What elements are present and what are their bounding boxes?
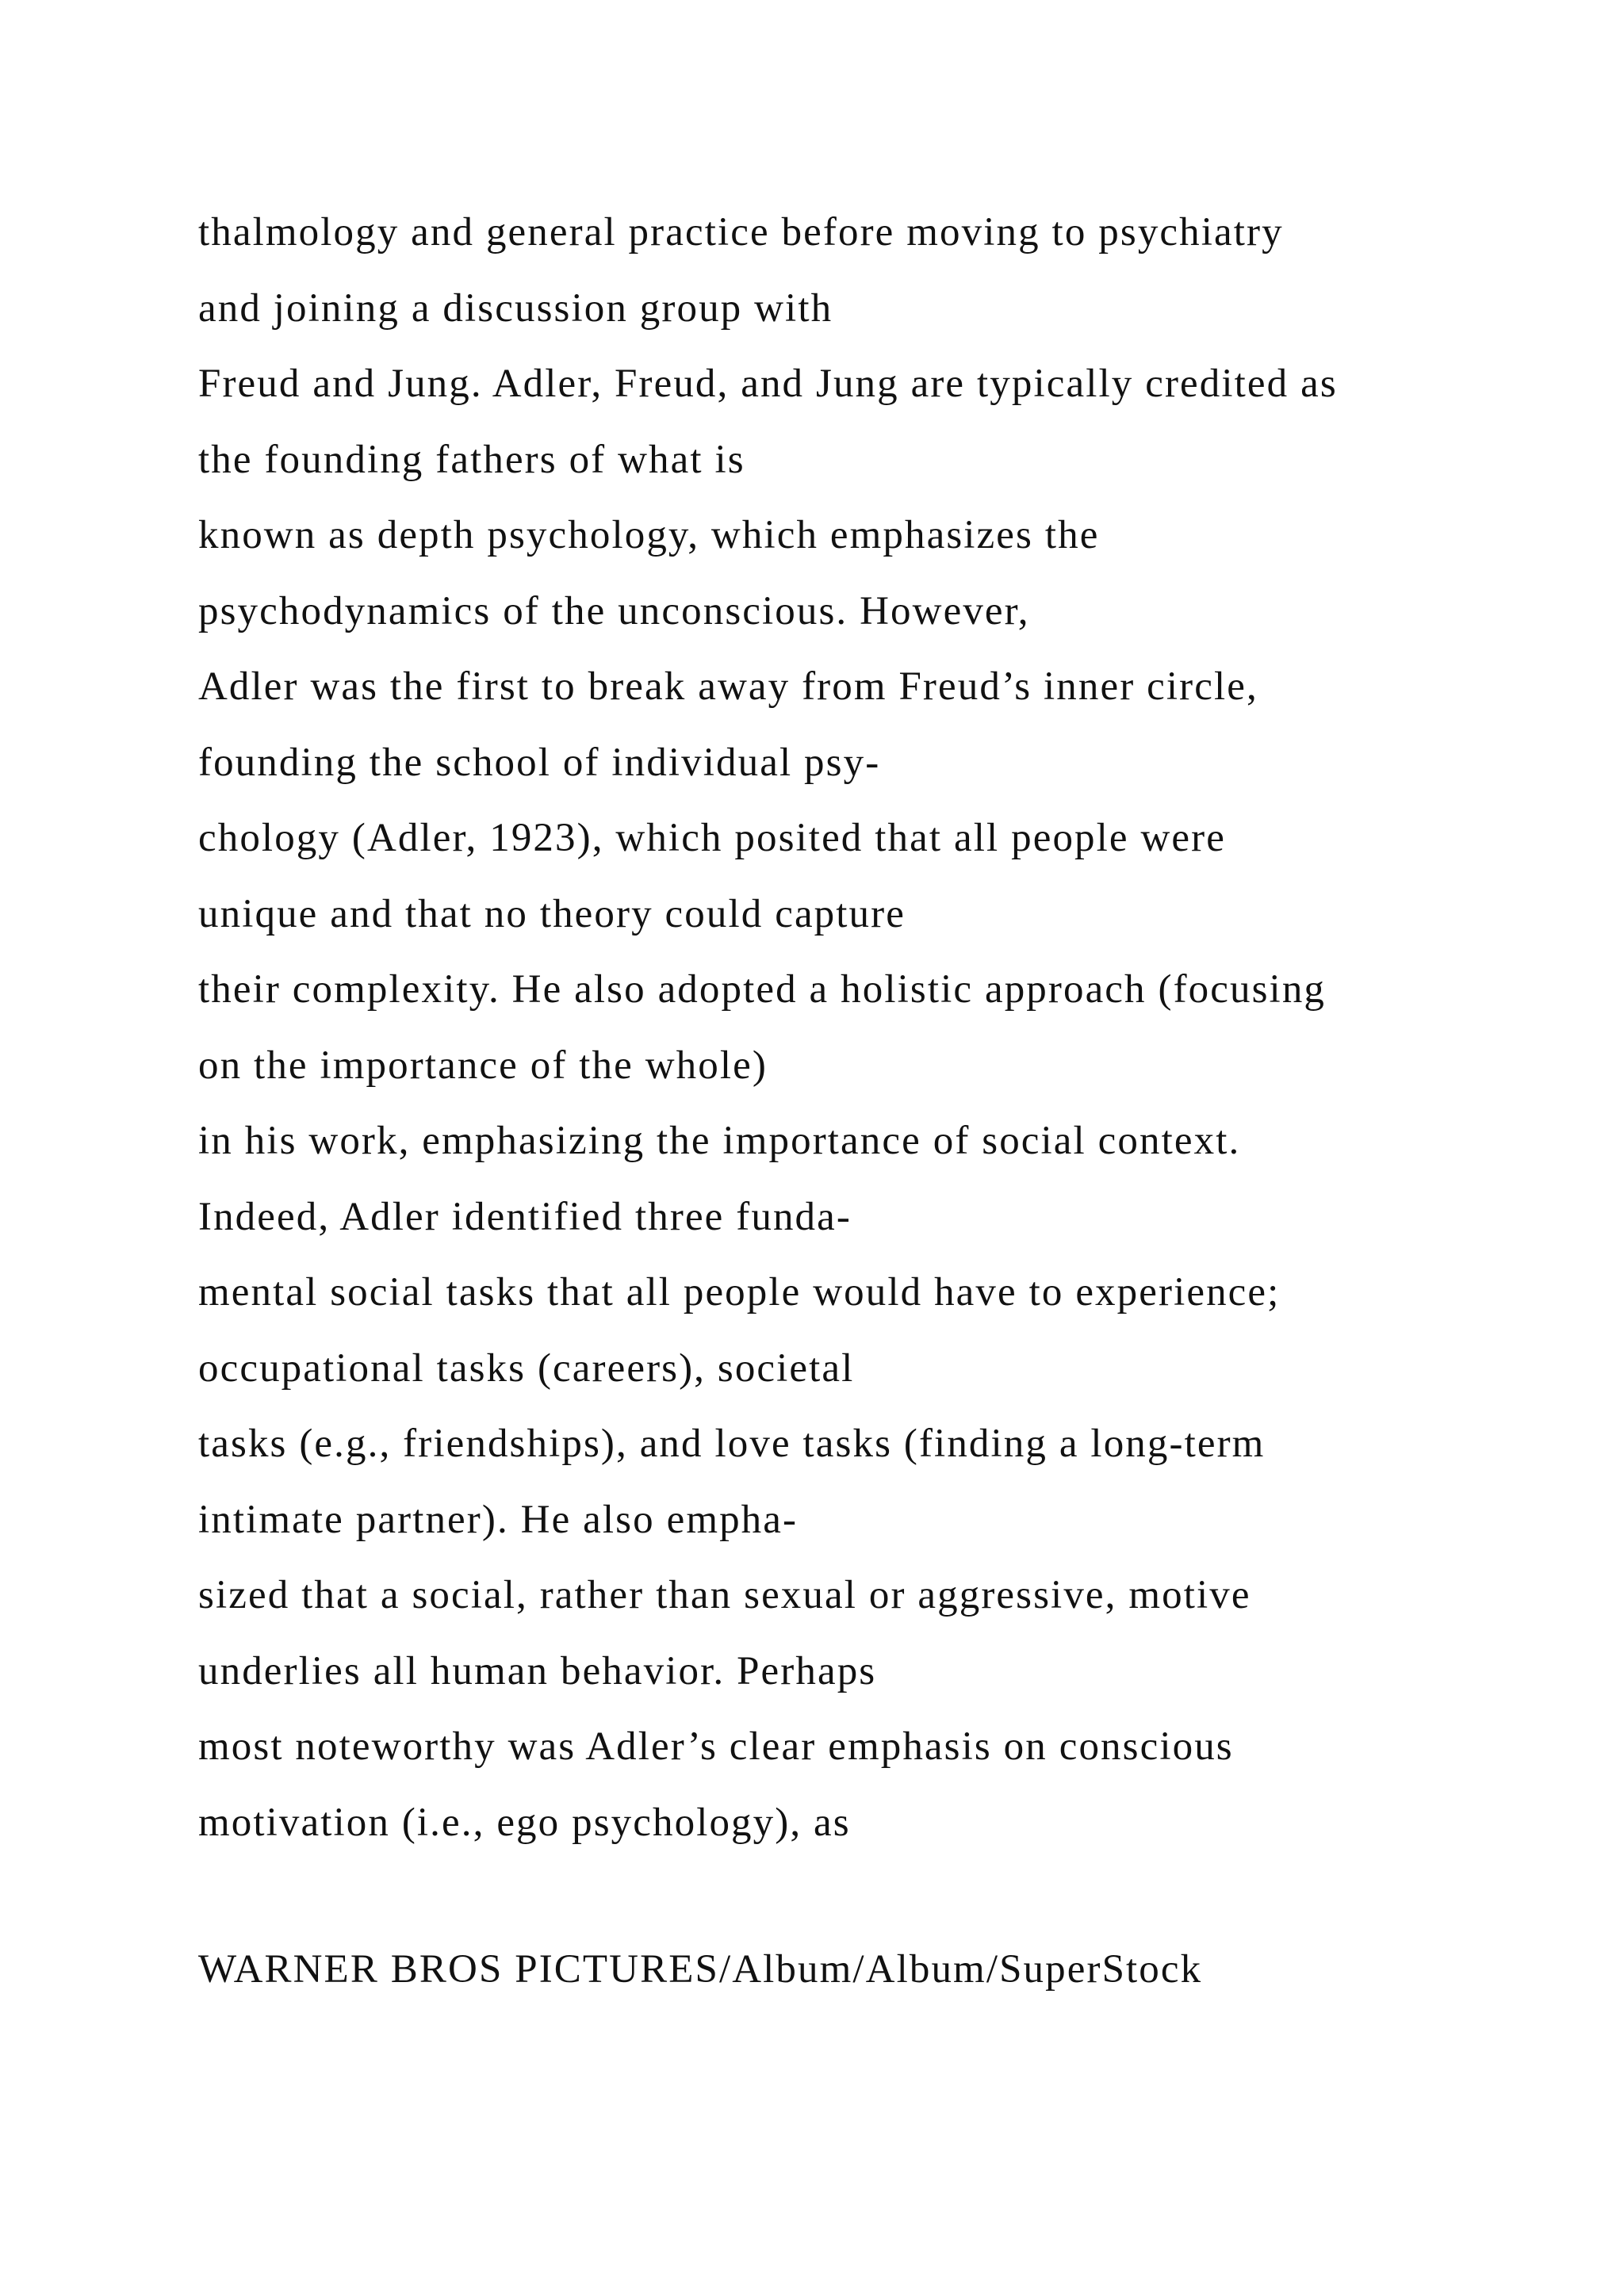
text-line: most noteworthy was Adler’s clear emphasis on conscious xyxy=(198,1724,1234,1769)
text-line: chology (Adler, 1923), which posited that all people were xyxy=(198,816,1226,860)
text-line: on the importance of the whole) xyxy=(198,1043,768,1088)
text-line: mental social tasks that all people would have to experience; xyxy=(198,1270,1281,1314)
body-text xyxy=(198,195,1594,1861)
text-line: unique and that no theory could capture xyxy=(198,891,906,936)
text-line: Indeed, Adler identified three funda- xyxy=(198,1194,852,1239)
text-line: occupational tasks (careers), societal xyxy=(198,1345,855,1391)
image-credit: WARNER BROS PICTURES/Album/Album/SuperStock xyxy=(198,1947,1203,1992)
text-line: Adler was the first to break away from Freud’s inner circle, xyxy=(198,664,1258,709)
text-line: Freud and Jung. Adler, Freud, and Jung are typically credited as xyxy=(198,362,1338,406)
text-line: and joining a discussion group with xyxy=(198,285,833,331)
text-line: thalmology and general practice before moving to psychiatry xyxy=(198,210,1284,254)
text-line: underlies all human behavior. Perhaps xyxy=(198,1648,877,1693)
text-line: psychodynamics of the unconscious. However, xyxy=(198,588,1030,633)
text-line: tasks (e.g., friendships), and love tasks (finding a long-term xyxy=(198,1422,1266,1466)
text-line: their complexity. He also adopted a holistic approach (focusing xyxy=(198,967,1327,1012)
text-line: known as depth psychology, which emphasizes the xyxy=(198,513,1100,557)
text-line: in his work, emphasizing the importance of social context. xyxy=(198,1119,1241,1163)
text-line: founding the school of individual psy- xyxy=(198,740,881,785)
text-line: intimate partner). He also empha- xyxy=(198,1497,799,1542)
text-line: motivation (i.e., ego psychology), as xyxy=(198,1800,851,1845)
text-line: the founding fathers of what is xyxy=(198,437,745,482)
text-line: sized that a social, rather than sexual or aggressive, motive xyxy=(198,1573,1251,1617)
